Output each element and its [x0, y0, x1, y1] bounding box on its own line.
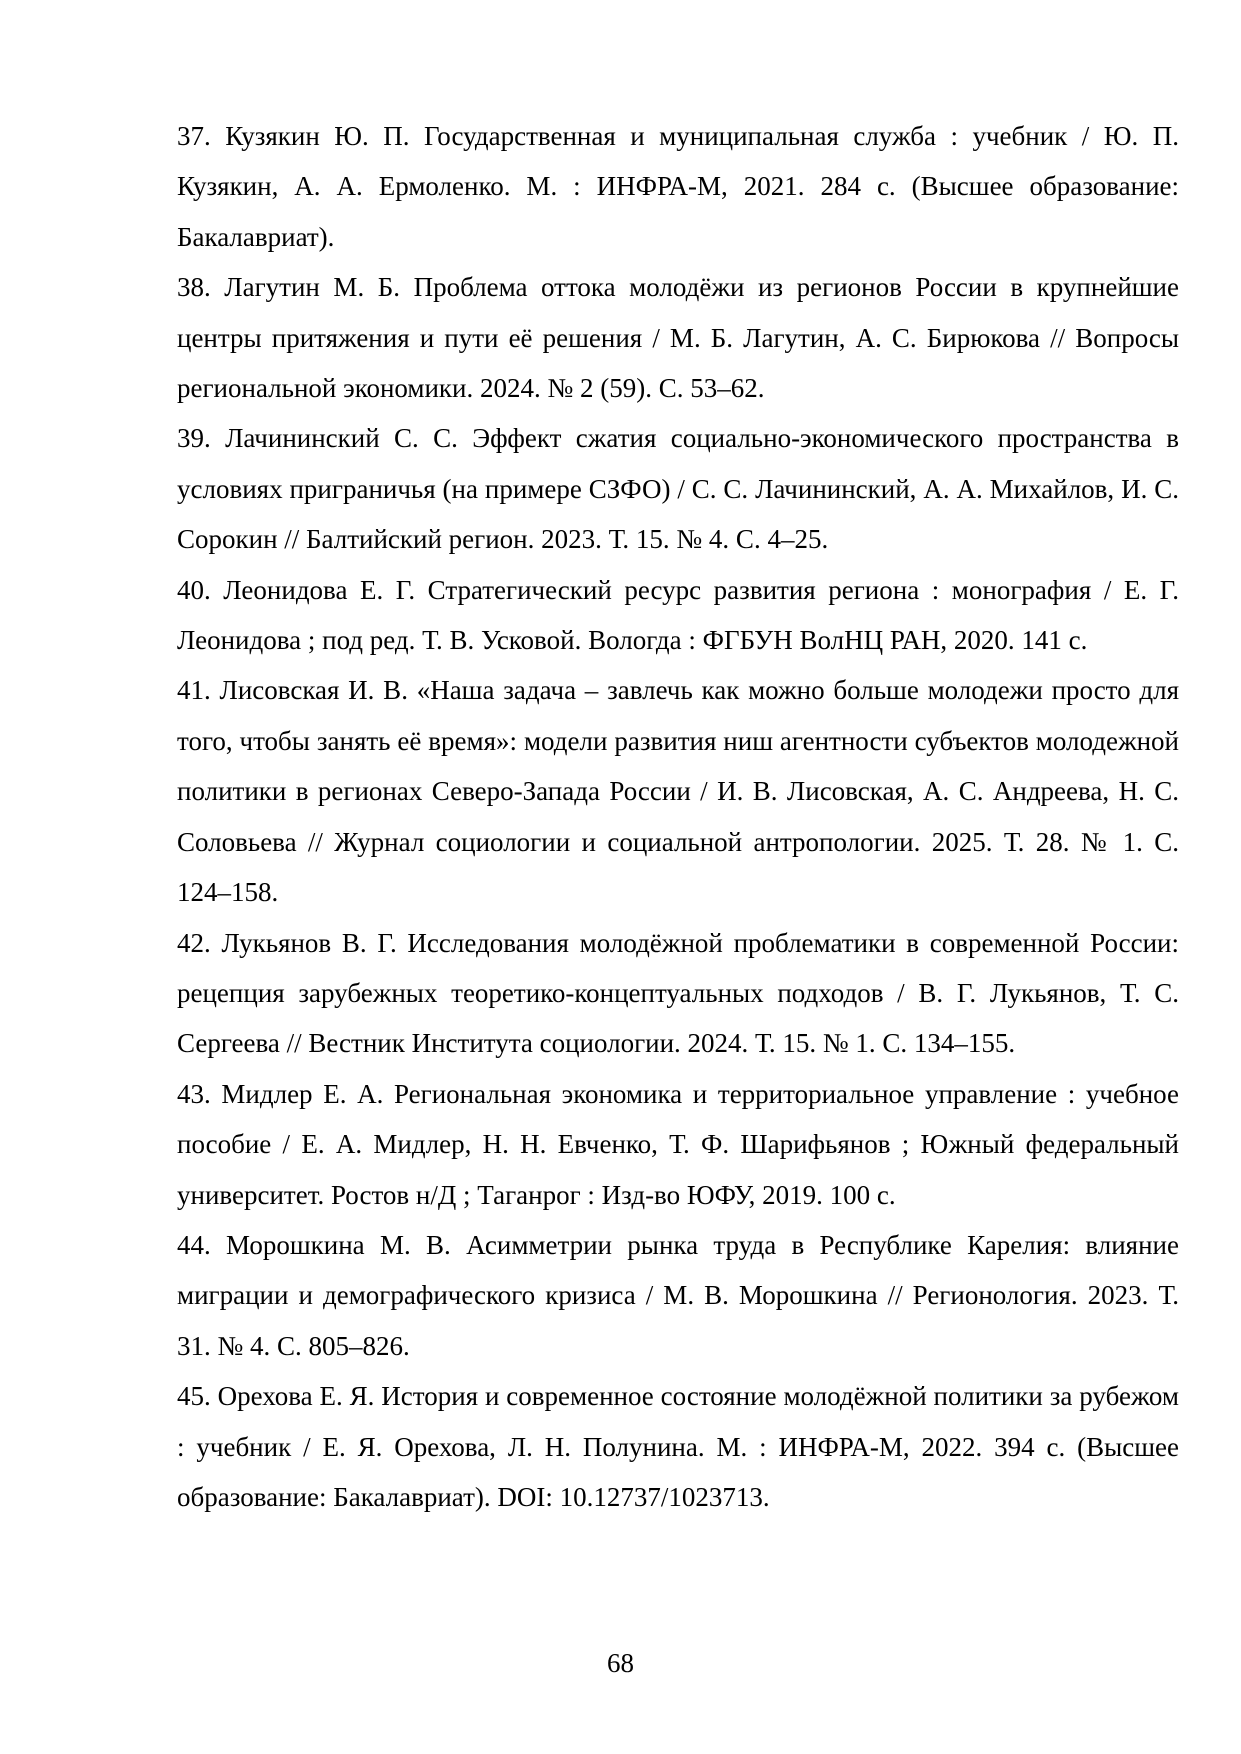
- reference-item: 43. Мидлер Е. А. Региональная экономика и территориальное управление : учебное пособие / Е. А. Мидлер, Н. Н. Евченко, Т. Ф. Шарифьянов ; Южный федеральный университет. Ростов н/Д ; Таганрог : Изд-во ЮФУ, 2019. 100 с.: [177, 1078, 1179, 1210]
- reference-item: 39. Лачининский С. С. Эффект сжатия социально-экономического пространства в условиях приграничья (на примере СЗФО) / С. С. Лачининский, А. А. Михайлов, И. С. Сорокин // Балтийский регион. 2023. Т. 15. № 4. С. 4–25.: [177, 423, 1179, 555]
- reference-item: 41. Лисовская И. В. «Наша задача – завлечь как можно больше молодежи просто для того, чтобы занять её время»: модели развития ниш агентности субъектов молодежной политики в регионах Северо-Запада России / И. В. Лисовская, А. С. Андреева, Н. С. Соловьева // Журнал социологии и социальной антропологии. 2025. Т. 28. № 1. С. 124–158.: [177, 675, 1179, 908]
- reference-item: 44. Морошкина М. В. Асимметрии рынка труда в Республике Карелия: влияние миграции и демографического кризиса / М. В. Морошкина // Регионология. 2023. Т. 31. № 4. С. 805–826.: [177, 1229, 1179, 1361]
- reference-item: 42. Лукьянов В. Г. Исследования молодёжной проблематики в современной России: рецепция зарубежных теоретико-концептуальных подходов / В. Г. Лукьянов, Т. С. Сергеева // Вестник Института социологии. 2024. Т. 15. № 1. С. 134–155.: [177, 927, 1179, 1059]
- reference-item: 45. Орехова Е. Я. История и современное состояние молодёжной политики за рубежом : учебник / Е. Я. Орехова, Л. Н. Полунина. М. : ИНФРА-М, 2022. 394 с. (Высшее образование: Бакалавриат). DOI: 10.12737/1023713.: [177, 1381, 1179, 1512]
- reference-item: 37. Кузякин Ю. П. Государственная и муниципальная служба : учебник / Ю. П. Кузякин, А. А. Ермоленко. М. : ИНФРА-М, 2021. 284 с. (Высшее образование: Бакалавриат).: [177, 121, 1179, 252]
- page-number: 68: [607, 1648, 634, 1678]
- reference-item: 40. Леонидова Е. Г. Стратегический ресурс развития региона : монография / Е. Г. Леонидова ; под ред. Т. В. Усковой. Вологда : ФГБУН ВолНЦ РАН, 2020. 141 с.: [177, 574, 1179, 656]
- reference-list: [177, 111, 1179, 1522]
- reference-item: 38. Лагутин М. Б. Проблема оттока молодёжи из регионов России в крупнейшие центры притяжения и пути её решения / М. Б. Лагутин, А. С. Бирюкова // Вопросы региональной экономики. 2024. № 2 (59). С. 53–62.: [177, 272, 1179, 404]
